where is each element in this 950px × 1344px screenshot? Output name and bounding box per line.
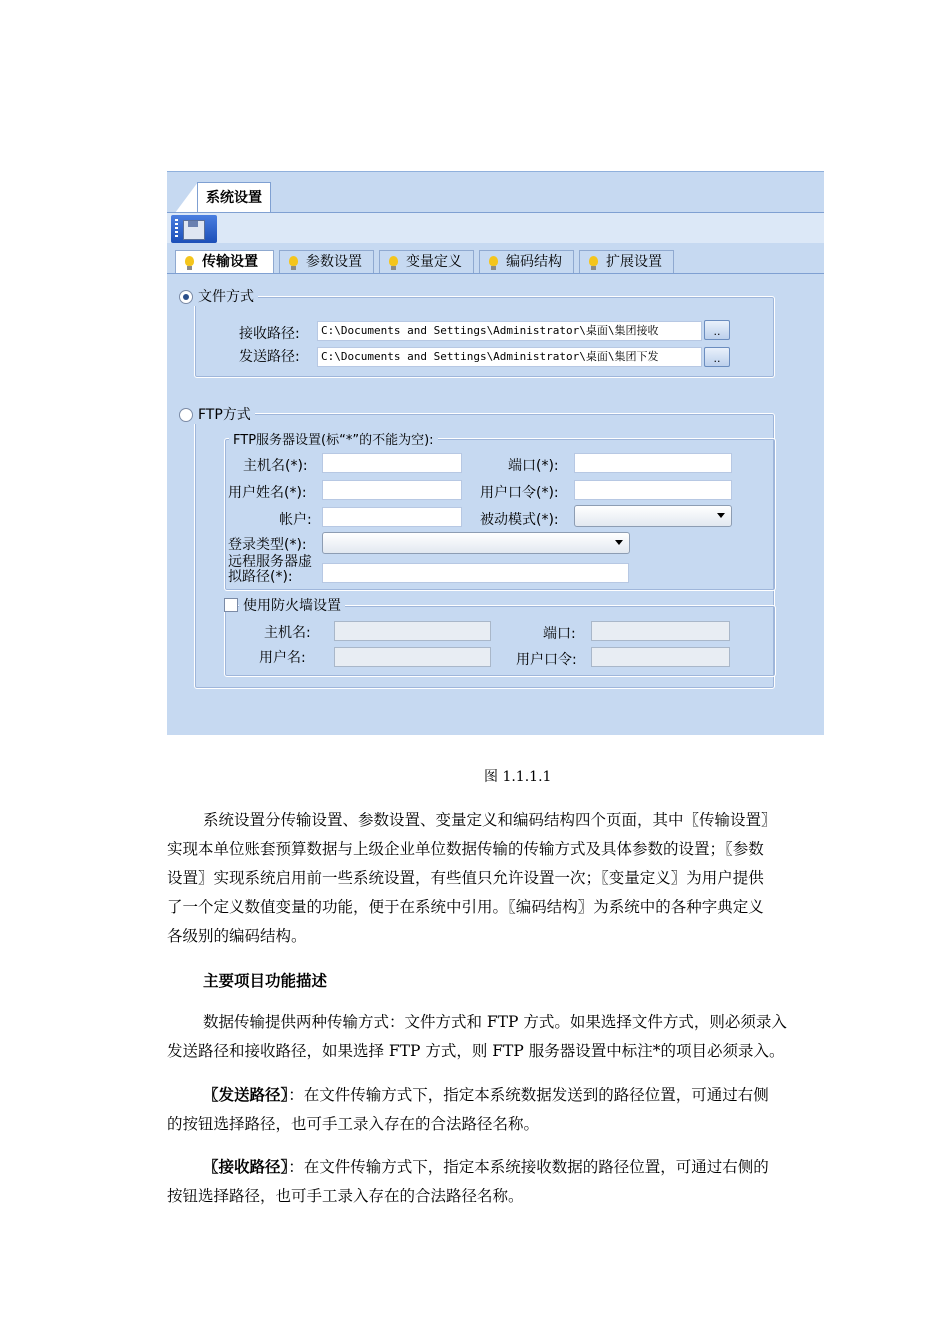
port-input[interactable]: [574, 453, 732, 473]
tab-parameter-settings[interactable]: [279, 250, 374, 273]
save-button[interactable]: [171, 215, 217, 243]
text-line: [167, 1080, 827, 1110]
tabs-baseline: [167, 273, 824, 274]
fw-port-input[interactable]: [591, 621, 730, 641]
paragraph-receive-path: [167, 1152, 827, 1211]
tab-label: 编码结构: [506, 254, 562, 270]
receive-path-input[interactable]: C:\Documents and Settings\Administrator\桌面\集团接收: [317, 321, 702, 341]
receive-path-label: 接收路径:: [239, 326, 300, 342]
firewall-label: 使用防火墙设置: [239, 595, 345, 615]
host-label: 主机名(*):: [243, 458, 308, 474]
window-tab-slope: [175, 182, 198, 213]
ftp-mode-radio[interactable]: [179, 408, 193, 422]
fw-host-label: 主机名:: [264, 625, 311, 641]
tab-label: 参数设置: [306, 254, 362, 270]
save-disk-icon: [183, 220, 205, 240]
user-name-input[interactable]: [322, 480, 462, 500]
account-input[interactable]: [322, 507, 462, 527]
text-line: 各级别的编码结构。: [167, 927, 307, 945]
remote-path-label-line2: 拟路径(*):: [228, 569, 293, 585]
bulb-icon: [289, 256, 298, 266]
account-label: 帐户:: [279, 512, 312, 528]
fw-host-input[interactable]: [334, 621, 491, 641]
passive-mode-label: 被动模式(*):: [480, 512, 559, 528]
section-heading: 主要项目功能描述: [203, 971, 328, 990]
bulb-icon: [589, 256, 598, 266]
fw-user-label: 用户名:: [259, 650, 306, 666]
window-title-tab[interactable]: 系统设置: [197, 182, 271, 213]
text-span: ：在文件传输方式下，指定本系统数据发送到的路径位置，可通过右侧: [288, 1086, 769, 1104]
remote-path-input[interactable]: [322, 563, 629, 583]
port-label: 端口(*):: [508, 458, 559, 474]
paragraph-send-path: [167, 1080, 827, 1139]
figure-caption: 图 1.1.1.1: [484, 769, 552, 785]
chevron-down-icon: [615, 540, 623, 545]
bulb-icon: [489, 256, 498, 266]
chevron-down-icon: [717, 513, 725, 518]
passive-mode-select[interactable]: [574, 505, 732, 527]
user-name-label: 用户姓名(*):: [228, 485, 307, 501]
text-line: 按钮选择路径，也可手工录入存在的合法路径名称。: [167, 1187, 524, 1205]
fw-user-input[interactable]: [334, 647, 491, 667]
text-line: 设置〗实现系统启用前一些系统设置，有些值只允许设置一次；〖变量定义〗为用户提供: [167, 869, 764, 887]
tab-label: 变量定义: [406, 254, 462, 270]
bulb-icon: [389, 256, 398, 266]
bulb-icon: [185, 256, 194, 266]
text-line: 发送路径和接收路径，如果选择 FTP 方式，则 FTP 服务器设置中标注*的项目必须录入。: [167, 1042, 785, 1060]
file-mode-label: 文件方式: [194, 286, 258, 306]
password-label: 用户口令(*):: [480, 485, 559, 501]
ftp-mode-label: FTP方式: [194, 404, 255, 424]
login-type-select[interactable]: [322, 532, 630, 554]
tab-transfer-settings[interactable]: [175, 250, 274, 274]
text-line: 实现本单位账套预算数据与上级企业单位数据传输的传输方式及具体参数的设置；〖参数: [167, 840, 764, 858]
toolbar: [167, 213, 824, 243]
text-line: 了一个定义数值变量的功能，便于在系统中引用。〖编码结构〗为系统中的各种字典定义: [167, 898, 764, 916]
fw-port-label: 端口:: [543, 626, 576, 642]
fw-password-input[interactable]: [591, 647, 730, 667]
tab-extension-settings[interactable]: [579, 250, 674, 273]
receive-path-browse-button[interactable]: ..: [704, 320, 730, 340]
paragraph-transfer-modes: [167, 1008, 827, 1066]
term-send-path: 〖发送路径〗: [203, 1085, 289, 1104]
toolbar-grip-icon: [175, 219, 178, 239]
send-path-browse-button[interactable]: ..: [704, 347, 730, 367]
text-line: 系统设置分传输设置、参数设置、变量定义和编码结构四个页面，其中〖传输设置〗: [203, 811, 777, 829]
send-path-input[interactable]: C:\Documents and Settings\Administrator\桌面\集团下发: [317, 347, 702, 367]
password-input[interactable]: [574, 480, 732, 500]
remote-path-label-line1: 远程服务器虚: [228, 554, 312, 570]
tab-label: 扩展设置: [606, 254, 662, 270]
tab-code-structure[interactable]: [479, 250, 574, 273]
ftp-server-group-label: FTP服务器设置(标“*”的不能为空):: [229, 429, 438, 448]
system-settings-window: [167, 171, 824, 735]
tab-label: 传输设置: [202, 254, 258, 270]
send-path-label: 发送路径:: [239, 349, 300, 365]
fw-password-label: 用户口令:: [516, 652, 577, 668]
term-receive-path: 〖接收路径〗: [203, 1157, 289, 1176]
host-input[interactable]: [322, 453, 462, 473]
login-type-label: 登录类型(*):: [228, 537, 307, 553]
paragraph-intro: [167, 806, 827, 951]
file-mode-radio[interactable]: [179, 290, 193, 304]
text-line: 的按钮选择路径，也可手工录入存在的合法路径名称。: [167, 1115, 540, 1133]
text-line: 数据传输提供两种传输方式：文件方式和 FTP 方式。如果选择文件方式，则必须录入: [203, 1013, 787, 1031]
tab-variable-definition[interactable]: [379, 250, 474, 273]
text-span: ：在文件传输方式下，指定本系统接收数据的路径位置，可通过右侧的: [288, 1158, 769, 1176]
text-line: [167, 1152, 827, 1182]
firewall-checkbox[interactable]: [224, 598, 238, 612]
